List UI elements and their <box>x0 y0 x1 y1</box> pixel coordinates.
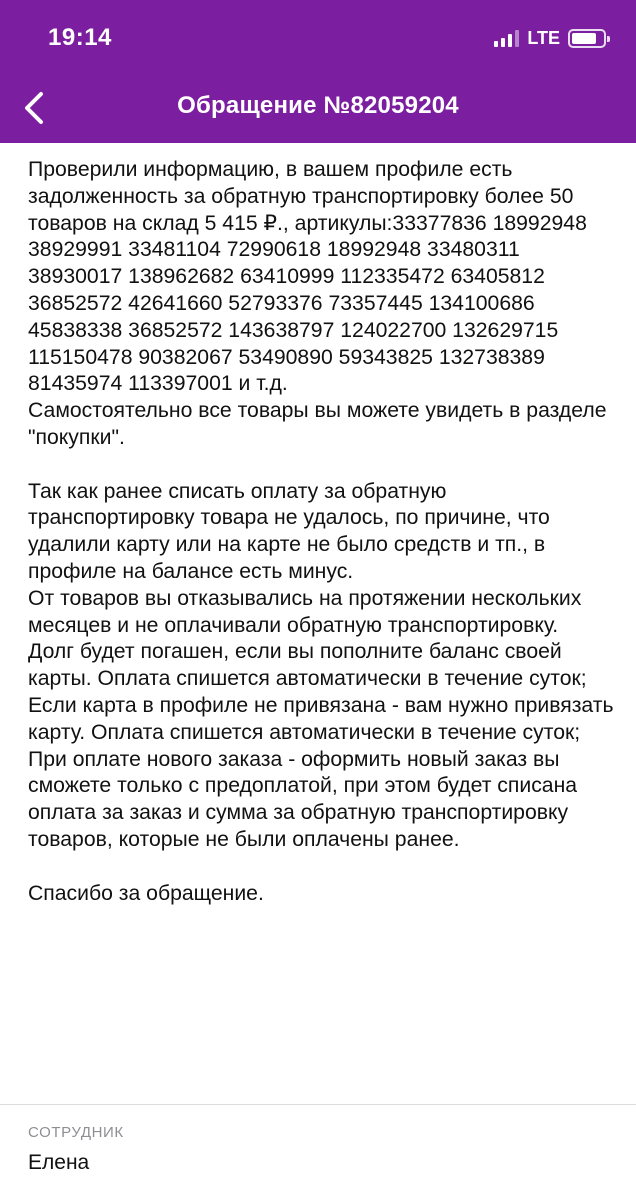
employee-label: СОТРУДНИК <box>28 1124 124 1141</box>
cellular-signal-icon <box>494 29 519 47</box>
status-bar <box>0 0 636 76</box>
message-paragraph-explanation: Так как ранее списать оплату за обратную транспортировку товара не удалось, по причине, что удалили карту или на карте не было средств и тп., в профиле на балансе есть минус. От товаров вы отказывались на протяжении нескольких месяцев и не оплачивали обратную транспортировку. Долг будет погашен, если вы пополните баланс своей карты. Оплата спишется автоматически в течение суток; Если карта в профиле не привязана - вам нужно привязать карту. Оплата спишется автоматически в течение суток; При оплате нового заказа - оформить новый заказ вы сможете только с предоплатой, при этом будет списана оплата за заказ и сумма за обратную транспортировку товаров, которые не были оплачены ранее. <box>28 479 614 851</box>
status-indicators <box>494 27 606 49</box>
page-title: Обращение №82059204 <box>177 92 459 119</box>
battery-icon <box>568 29 606 48</box>
status-time: 19:14 <box>48 24 112 51</box>
message-body <box>28 157 618 907</box>
message-paragraph-debt: Проверили информацию, в вашем профиле есть задолженность за обратную транспортировку более 50 товаров на склад 5 415 ₽., артикулы:33377836 18992948 38929991 33481104 72990618 18992948 33480311 38930017 138962682 63410999 112335472 63405812 36852572 42641660 52793376 73357445 134100686 45838338 36852572 143638797 124022700 132629715 115150478 90382067 53490890 59343825 132738389 81435974 113397001 и т.д. Самостоятельно все товары вы можете увидеть в разделе "покупки". <box>28 158 607 449</box>
message-paragraph-thanks: Спасибо за обращение. <box>28 881 264 905</box>
network-type: LTE <box>527 27 560 48</box>
section-divider <box>0 1104 636 1105</box>
employee-name: Елена <box>28 1151 90 1174</box>
top-app-bar <box>0 0 636 143</box>
battery-level-fill <box>572 33 596 44</box>
